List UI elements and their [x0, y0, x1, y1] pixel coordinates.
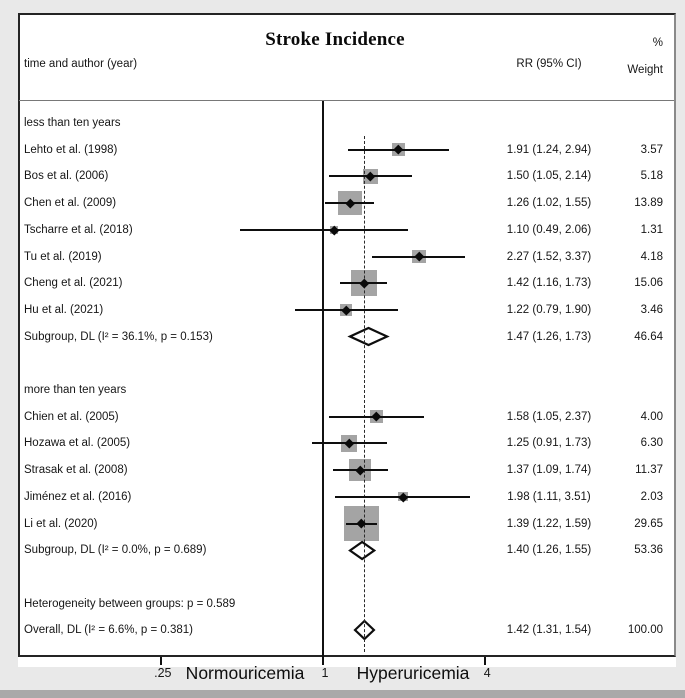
weight-value: 4.00	[640, 410, 663, 423]
rr-ci-value: 1.42 (1.31, 1.54)	[506, 624, 592, 637]
axis-label-normouricemia: Normouricemia	[185, 663, 305, 683]
weight-value: 29.65	[634, 517, 663, 530]
heterogeneity-note: Heterogeneity between groups: p = 0.589	[24, 597, 236, 610]
header-divider	[19, 100, 674, 101]
plot-frame	[18, 13, 676, 657]
axis-tick	[484, 657, 486, 665]
rr-ci-value: 1.58 (1.05, 2.37)	[506, 410, 592, 423]
weight-value: 11.37	[635, 464, 663, 477]
study-label: Hozawa et al. (2005)	[24, 437, 131, 450]
study-label: Strasak et al. (2008)	[24, 464, 128, 477]
rr-ci-value: 1.40 (1.26, 1.55)	[506, 544, 592, 557]
group-label: more than ten years	[24, 384, 127, 396]
rr-ci-value: 1.22 (0.79, 1.90)	[506, 303, 592, 316]
study-label: Chien et al. (2005)	[24, 410, 119, 423]
weight-value: 15.06	[634, 277, 663, 290]
weight-value: 2.03	[640, 490, 663, 503]
weight-value: 6.30	[640, 437, 663, 450]
weight-value: 46.64	[634, 330, 663, 343]
column-header-study: time and author (year)	[24, 58, 138, 70]
weight-value: 53.36	[634, 544, 663, 557]
chart-title: Stroke Incidence	[265, 29, 405, 50]
study-label: Tscharre et al. (2018)	[24, 223, 133, 236]
study-label: Subgroup, DL (I² = 0.0%, p = 0.689)	[24, 544, 207, 557]
axis-tick-label: 1	[321, 666, 329, 680]
rr-ci-value: 1.42 (1.16, 1.73)	[506, 277, 592, 290]
study-label: Lehto et al. (1998)	[24, 143, 118, 156]
rr-ci-value: 1.50 (1.05, 2.14)	[506, 170, 592, 183]
study-label: Chen et al. (2009)	[24, 197, 117, 210]
study-label: Bos et al. (2006)	[24, 170, 109, 183]
weight-value: 1.31	[640, 223, 663, 236]
axis-label-hyperuricemia: Hyperuricemia	[356, 663, 470, 683]
rr-ci-value: 1.10 (0.49, 2.06)	[506, 223, 592, 236]
weight-value: 5.18	[640, 170, 663, 183]
rr-ci-value: 1.39 (1.22, 1.59)	[506, 517, 592, 530]
column-header-percent: %	[652, 37, 663, 49]
axis-tick	[160, 657, 162, 665]
weight-value: 13.89	[634, 197, 663, 210]
column-header-weight: Weight	[627, 64, 663, 76]
rr-ci-value: 1.25 (0.91, 1.73)	[506, 437, 592, 450]
weight-value: 100.00	[627, 624, 663, 637]
weight-value: 4.18	[640, 250, 663, 263]
window-edge	[0, 690, 685, 698]
study-label: Subgroup, DL (I² = 36.1%, p = 0.153)	[24, 330, 213, 343]
axis-tick-label: .25	[154, 666, 172, 680]
weight-value: 3.46	[640, 303, 663, 316]
weight-value: 3.57	[640, 143, 663, 156]
study-label: Li et al. (2020)	[24, 517, 98, 530]
study-label: Tu et al. (2019)	[24, 250, 102, 263]
axis-apron	[18, 657, 676, 667]
group-label: less than ten years	[24, 117, 121, 129]
rr-ci-value: 1.98 (1.11, 3.51)	[507, 490, 591, 503]
study-label: Jiménez et al. (2016)	[24, 490, 132, 503]
axis-tick	[322, 657, 324, 665]
column-header-rr: RR (95% CI)	[516, 58, 582, 70]
rr-ci-value: 1.47 (1.26, 1.73)	[506, 330, 592, 343]
rr-ci-value: 2.27 (1.52, 3.37)	[506, 250, 592, 263]
rr-ci-value: 1.91 (1.24, 2.94)	[506, 143, 592, 156]
study-label: Hu et al. (2021)	[24, 303, 104, 316]
study-label: Overall, DL (I² = 6.6%, p = 0.381)	[24, 624, 193, 637]
axis-tick-label: 4	[483, 666, 491, 680]
study-label: Cheng et al. (2021)	[24, 277, 123, 290]
rr-ci-value: 1.37 (1.09, 1.74)	[506, 464, 592, 477]
rr-ci-value: 1.26 (1.02, 1.55)	[506, 197, 592, 210]
